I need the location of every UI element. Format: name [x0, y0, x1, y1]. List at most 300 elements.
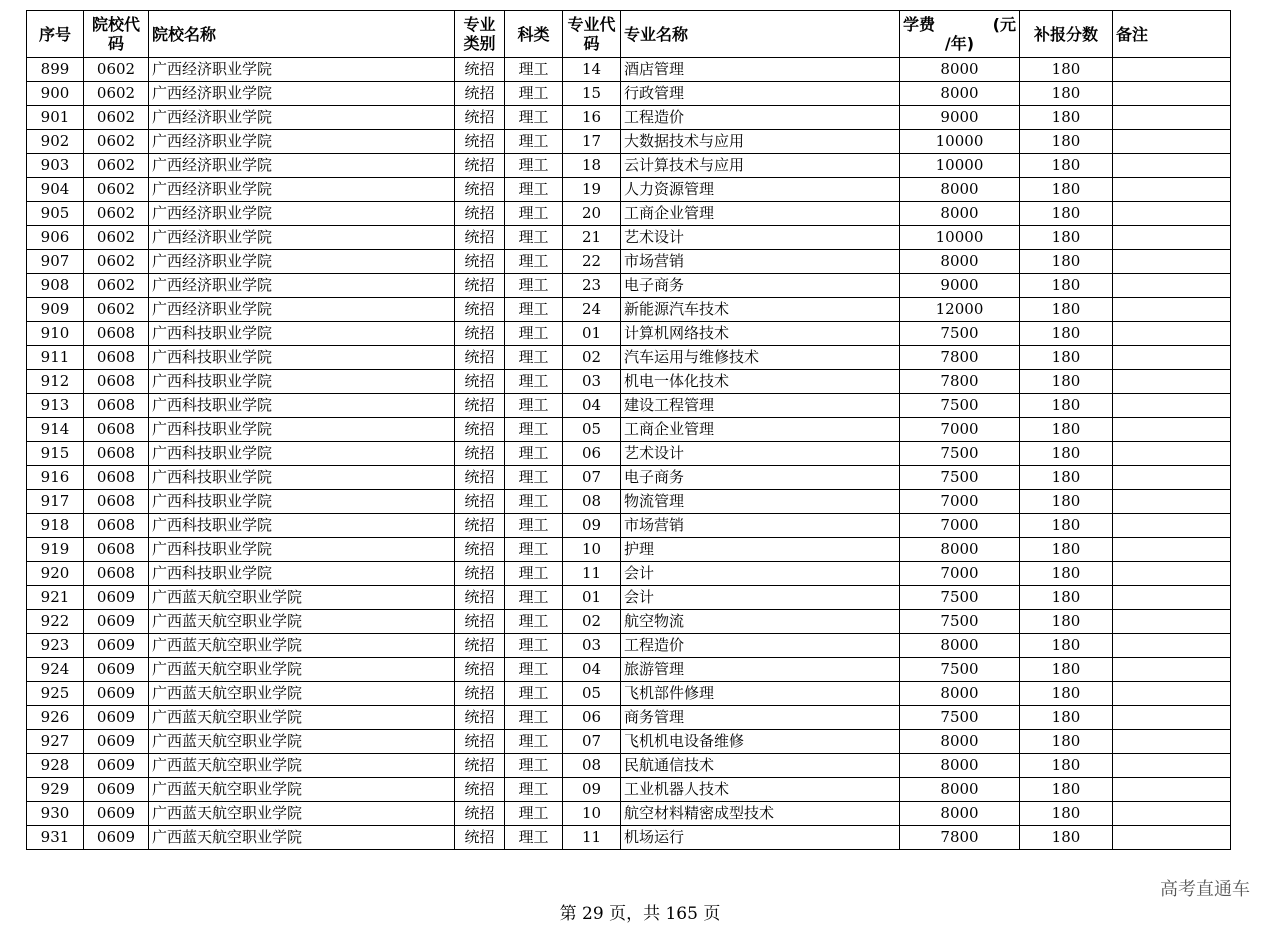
cell-school-code: 0608: [84, 346, 149, 370]
cell-school-name: 广西蓝天航空职业学院: [149, 826, 455, 850]
cell-school-code: 0609: [84, 586, 149, 610]
cell-subject: 理工: [505, 514, 563, 538]
cell-subject: 理工: [505, 370, 563, 394]
header-seq: 序号: [27, 11, 84, 58]
cell-major-category: 统招: [455, 466, 505, 490]
cell-school-name: 广西经济职业学院: [149, 130, 455, 154]
cell-subject: 理工: [505, 562, 563, 586]
cell-score: 180: [1020, 202, 1113, 226]
cell-major-name: 飞机机电设备维修: [621, 730, 900, 754]
cell-major-name: 电子商务: [621, 466, 900, 490]
table-row: [27, 730, 1231, 754]
cell-major-code: 11: [563, 826, 621, 850]
cell-school-name: 广西蓝天航空职业学院: [149, 754, 455, 778]
cell-school-name: 广西科技职业学院: [149, 466, 455, 490]
cell-note: [1113, 442, 1231, 466]
cell-school-code: 0609: [84, 634, 149, 658]
header-subject: 科类: [505, 11, 563, 58]
cell-note: [1113, 274, 1231, 298]
cell-note: [1113, 346, 1231, 370]
cell-tuition: 8000: [900, 538, 1020, 562]
cell-tuition: 8000: [900, 178, 1020, 202]
cell-subject: 理工: [505, 394, 563, 418]
cell-major-code: 06: [563, 442, 621, 466]
cell-major-code: 05: [563, 418, 621, 442]
cell-major-code: 22: [563, 250, 621, 274]
cell-school-name: 广西科技职业学院: [149, 514, 455, 538]
cell-school-code: 0608: [84, 418, 149, 442]
cell-major-code: 10: [563, 802, 621, 826]
cell-school-code: 0602: [84, 226, 149, 250]
cell-school-code: 0609: [84, 778, 149, 802]
table-row: [27, 802, 1231, 826]
cell-school-code: 0608: [84, 514, 149, 538]
cell-school-code: 0609: [84, 658, 149, 682]
cell-major-name: 机电一体化技术: [621, 370, 900, 394]
cell-note: [1113, 226, 1231, 250]
cell-seq: 930: [27, 802, 84, 826]
cell-note: [1113, 466, 1231, 490]
cell-tuition: 7000: [900, 562, 1020, 586]
table-row: [27, 706, 1231, 730]
cell-major-name: 护理: [621, 538, 900, 562]
cell-school-name: 广西经济职业学院: [149, 202, 455, 226]
cell-tuition: 7800: [900, 346, 1020, 370]
cell-major-code: 16: [563, 106, 621, 130]
cell-score: 180: [1020, 418, 1113, 442]
cell-note: [1113, 778, 1231, 802]
cell-note: [1113, 154, 1231, 178]
cell-subject: 理工: [505, 538, 563, 562]
cell-note: [1113, 394, 1231, 418]
cell-school-name: 广西经济职业学院: [149, 274, 455, 298]
cell-major-category: 统招: [455, 514, 505, 538]
cell-subject: 理工: [505, 658, 563, 682]
cell-major-code: 02: [563, 346, 621, 370]
cell-school-code: 0609: [84, 802, 149, 826]
cell-tuition: 7000: [900, 418, 1020, 442]
cell-major-category: 统招: [455, 178, 505, 202]
cell-note: [1113, 658, 1231, 682]
cell-major-category: 统招: [455, 634, 505, 658]
cell-major-category: 统招: [455, 346, 505, 370]
cell-school-name: 广西蓝天航空职业学院: [149, 706, 455, 730]
cell-major-name: 计算机网络技术: [621, 322, 900, 346]
cell-school-code: 0608: [84, 490, 149, 514]
cell-school-name: 广西科技职业学院: [149, 442, 455, 466]
cell-tuition: 10000: [900, 154, 1020, 178]
cell-seq: 914: [27, 418, 84, 442]
cell-seq: 925: [27, 682, 84, 706]
cell-major-category: 统招: [455, 394, 505, 418]
cell-school-name: 广西经济职业学院: [149, 178, 455, 202]
cell-score: 180: [1020, 778, 1113, 802]
cell-note: [1113, 178, 1231, 202]
cell-major-name: 工业机器人技术: [621, 778, 900, 802]
cell-subject: 理工: [505, 730, 563, 754]
cell-major-code: 17: [563, 130, 621, 154]
cell-note: [1113, 130, 1231, 154]
cell-major-code: 18: [563, 154, 621, 178]
cell-major-code: 21: [563, 226, 621, 250]
cell-subject: 理工: [505, 466, 563, 490]
cell-tuition: 8000: [900, 202, 1020, 226]
cell-note: [1113, 706, 1231, 730]
cell-tuition: 8000: [900, 754, 1020, 778]
cell-subject: 理工: [505, 706, 563, 730]
admissions-table: [26, 10, 1231, 850]
cell-note: [1113, 322, 1231, 346]
header-school-name: 院校名称: [149, 11, 455, 58]
cell-major-name: 汽车运用与维修技术: [621, 346, 900, 370]
cell-school-code: 0602: [84, 202, 149, 226]
cell-score: 180: [1020, 250, 1113, 274]
cell-subject: 理工: [505, 418, 563, 442]
cell-tuition: 7000: [900, 490, 1020, 514]
header-tuition-label: 学费: [903, 15, 936, 34]
cell-subject: 理工: [505, 802, 563, 826]
cell-school-name: 广西蓝天航空职业学院: [149, 658, 455, 682]
cell-school-code: 0608: [84, 370, 149, 394]
cell-major-category: 统招: [455, 106, 505, 130]
cell-note: [1113, 610, 1231, 634]
cell-major-code: 15: [563, 82, 621, 106]
cell-seq: 899: [27, 58, 84, 82]
cell-school-code: 0609: [84, 610, 149, 634]
table-row: [27, 106, 1231, 130]
cell-tuition: 7800: [900, 370, 1020, 394]
cell-score: 180: [1020, 682, 1113, 706]
table-row: [27, 682, 1231, 706]
cell-seq: 911: [27, 346, 84, 370]
cell-note: [1113, 106, 1231, 130]
table-row: [27, 418, 1231, 442]
cell-major-code: 05: [563, 682, 621, 706]
table-row: [27, 466, 1231, 490]
table-row: [27, 178, 1231, 202]
header-tuition-unit-a: (元: [992, 15, 1016, 34]
cell-school-name: 广西科技职业学院: [149, 322, 455, 346]
cell-subject: 理工: [505, 490, 563, 514]
cell-major-category: 统招: [455, 658, 505, 682]
cell-score: 180: [1020, 226, 1113, 250]
cell-school-name: 广西经济职业学院: [149, 250, 455, 274]
cell-major-category: 统招: [455, 706, 505, 730]
cell-note: [1113, 370, 1231, 394]
cell-score: 180: [1020, 562, 1113, 586]
table-row: [27, 562, 1231, 586]
table-row: [27, 586, 1231, 610]
cell-major-name: 工商企业管理: [621, 202, 900, 226]
cell-school-name: 广西蓝天航空职业学院: [149, 730, 455, 754]
cell-score: 180: [1020, 730, 1113, 754]
cell-subject: 理工: [505, 634, 563, 658]
cell-major-name: 旅游管理: [621, 658, 900, 682]
cell-tuition: 7800: [900, 826, 1020, 850]
cell-major-category: 统招: [455, 586, 505, 610]
cell-subject: 理工: [505, 754, 563, 778]
cell-tuition: 7500: [900, 466, 1020, 490]
cell-seq: 926: [27, 706, 84, 730]
table-row: [27, 82, 1231, 106]
cell-major-category: 统招: [455, 442, 505, 466]
cell-score: 180: [1020, 322, 1113, 346]
cell-score: 180: [1020, 442, 1113, 466]
cell-school-code: 0602: [84, 178, 149, 202]
cell-subject: 理工: [505, 346, 563, 370]
cell-school-name: 广西经济职业学院: [149, 106, 455, 130]
cell-score: 180: [1020, 658, 1113, 682]
cell-major-name: 会计: [621, 562, 900, 586]
cell-tuition: 7500: [900, 322, 1020, 346]
cell-tuition: 7500: [900, 658, 1020, 682]
cell-seq: 920: [27, 562, 84, 586]
cell-score: 180: [1020, 82, 1113, 106]
cell-tuition: 8000: [900, 250, 1020, 274]
cell-school-code: 0609: [84, 682, 149, 706]
cell-major-code: 04: [563, 658, 621, 682]
cell-major-name: 建设工程管理: [621, 394, 900, 418]
cell-school-name: 广西蓝天航空职业学院: [149, 586, 455, 610]
cell-note: [1113, 58, 1231, 82]
cell-seq: 919: [27, 538, 84, 562]
cell-major-name: 市场营销: [621, 250, 900, 274]
cell-subject: 理工: [505, 226, 563, 250]
table-row: [27, 346, 1231, 370]
cell-major-code: 01: [563, 322, 621, 346]
header-major-code: 专业代码: [563, 11, 621, 58]
table-row: [27, 250, 1231, 274]
cell-major-category: 统招: [455, 490, 505, 514]
cell-seq: 910: [27, 322, 84, 346]
table-row: [27, 442, 1231, 466]
cell-major-code: 10: [563, 538, 621, 562]
cell-major-category: 统招: [455, 538, 505, 562]
cell-school-name: 广西科技职业学院: [149, 394, 455, 418]
cell-school-code: 0608: [84, 442, 149, 466]
cell-tuition: 10000: [900, 226, 1020, 250]
table-row: [27, 298, 1231, 322]
table-row: [27, 226, 1231, 250]
table-row: [27, 370, 1231, 394]
cell-seq: 902: [27, 130, 84, 154]
table-row: [27, 514, 1231, 538]
cell-seq: 918: [27, 514, 84, 538]
cell-subject: 理工: [505, 778, 563, 802]
cell-tuition: 12000: [900, 298, 1020, 322]
cell-subject: 理工: [505, 322, 563, 346]
cell-note: [1113, 202, 1231, 226]
cell-major-code: 04: [563, 394, 621, 418]
cell-school-name: 广西经济职业学院: [149, 82, 455, 106]
header-major-category: 专业类别: [455, 11, 505, 58]
cell-major-name: 艺术设计: [621, 226, 900, 250]
cell-major-code: 19: [563, 178, 621, 202]
cell-school-name: 广西蓝天航空职业学院: [149, 634, 455, 658]
cell-school-code: 0608: [84, 538, 149, 562]
cell-major-name: 商务管理: [621, 706, 900, 730]
header-major-name: 专业名称: [621, 11, 900, 58]
cell-school-code: 0602: [84, 250, 149, 274]
cell-major-name: 工程造价: [621, 106, 900, 130]
cell-tuition: 7500: [900, 394, 1020, 418]
cell-school-code: 0609: [84, 706, 149, 730]
table-row: [27, 754, 1231, 778]
cell-subject: 理工: [505, 202, 563, 226]
cell-score: 180: [1020, 514, 1113, 538]
cell-major-code: 09: [563, 778, 621, 802]
cell-seq: 928: [27, 754, 84, 778]
header-school-code: 院校代码: [84, 11, 149, 58]
cell-tuition: 8000: [900, 778, 1020, 802]
cell-major-name: 会计: [621, 586, 900, 610]
table-row: [27, 658, 1231, 682]
table-row: [27, 826, 1231, 850]
cell-subject: 理工: [505, 154, 563, 178]
cell-seq: 931: [27, 826, 84, 850]
cell-major-category: 统招: [455, 58, 505, 82]
cell-seq: 909: [27, 298, 84, 322]
cell-school-code: 0609: [84, 730, 149, 754]
cell-major-code: 20: [563, 202, 621, 226]
cell-major-code: 02: [563, 610, 621, 634]
cell-note: [1113, 730, 1231, 754]
cell-major-category: 统招: [455, 154, 505, 178]
cell-seq: 904: [27, 178, 84, 202]
cell-major-name: 工程造价: [621, 634, 900, 658]
cell-major-code: 01: [563, 586, 621, 610]
header-score: 补报分数: [1020, 11, 1113, 58]
cell-seq: 905: [27, 202, 84, 226]
cell-major-category: 统招: [455, 778, 505, 802]
cell-subject: 理工: [505, 298, 563, 322]
cell-school-name: 广西科技职业学院: [149, 370, 455, 394]
cell-seq: 922: [27, 610, 84, 634]
cell-major-name: 云计算技术与应用: [621, 154, 900, 178]
cell-school-name: 广西经济职业学院: [149, 298, 455, 322]
table-row: [27, 154, 1231, 178]
cell-tuition: 9000: [900, 106, 1020, 130]
cell-major-category: 统招: [455, 682, 505, 706]
cell-school-name: 广西蓝天航空职业学院: [149, 610, 455, 634]
cell-major-category: 统招: [455, 298, 505, 322]
cell-seq: 929: [27, 778, 84, 802]
cell-major-name: 航空物流: [621, 610, 900, 634]
watermark: 高考直通车: [1160, 879, 1250, 900]
cell-tuition: 8000: [900, 730, 1020, 754]
cell-tuition: 8000: [900, 802, 1020, 826]
cell-major-category: 统招: [455, 130, 505, 154]
table-row: [27, 58, 1231, 82]
cell-major-name: 物流管理: [621, 490, 900, 514]
cell-seq: 901: [27, 106, 84, 130]
cell-score: 180: [1020, 610, 1113, 634]
cell-score: 180: [1020, 370, 1113, 394]
cell-score: 180: [1020, 346, 1113, 370]
cell-seq: 900: [27, 82, 84, 106]
cell-school-name: 广西经济职业学院: [149, 226, 455, 250]
table-row: [27, 610, 1231, 634]
cell-note: [1113, 298, 1231, 322]
cell-major-code: 23: [563, 274, 621, 298]
cell-school-code: 0602: [84, 274, 149, 298]
table-row: [27, 274, 1231, 298]
cell-major-category: 统招: [455, 322, 505, 346]
cell-score: 180: [1020, 298, 1113, 322]
cell-subject: 理工: [505, 586, 563, 610]
cell-school-name: 广西科技职业学院: [149, 562, 455, 586]
cell-note: [1113, 514, 1231, 538]
cell-school-name: 广西蓝天航空职业学院: [149, 802, 455, 826]
cell-subject: 理工: [505, 610, 563, 634]
cell-seq: 917: [27, 490, 84, 514]
cell-note: [1113, 754, 1231, 778]
cell-note: [1113, 562, 1231, 586]
cell-school-code: 0608: [84, 562, 149, 586]
cell-school-code: 0602: [84, 82, 149, 106]
cell-major-code: 11: [563, 562, 621, 586]
cell-school-name: 广西科技职业学院: [149, 538, 455, 562]
cell-major-name: 艺术设计: [621, 442, 900, 466]
cell-subject: 理工: [505, 274, 563, 298]
cell-score: 180: [1020, 154, 1113, 178]
cell-major-category: 统招: [455, 802, 505, 826]
cell-major-name: 行政管理: [621, 82, 900, 106]
cell-note: [1113, 634, 1231, 658]
cell-subject: 理工: [505, 826, 563, 850]
cell-seq: 907: [27, 250, 84, 274]
cell-subject: 理工: [505, 682, 563, 706]
cell-major-name: 民航通信技术: [621, 754, 900, 778]
cell-note: [1113, 586, 1231, 610]
cell-major-name: 工商企业管理: [621, 418, 900, 442]
cell-tuition: 7500: [900, 586, 1020, 610]
cell-note: [1113, 802, 1231, 826]
table-row: [27, 778, 1231, 802]
table-row: [27, 490, 1231, 514]
cell-school-name: 广西经济职业学院: [149, 58, 455, 82]
cell-tuition: 7000: [900, 514, 1020, 538]
cell-score: 180: [1020, 106, 1113, 130]
cell-major-code: 24: [563, 298, 621, 322]
cell-subject: 理工: [505, 250, 563, 274]
cell-seq: 924: [27, 658, 84, 682]
cell-school-code: 0608: [84, 394, 149, 418]
cell-subject: 理工: [505, 130, 563, 154]
cell-school-code: 0608: [84, 322, 149, 346]
cell-major-category: 统招: [455, 754, 505, 778]
cell-major-name: 市场营销: [621, 514, 900, 538]
cell-score: 180: [1020, 274, 1113, 298]
cell-major-category: 统招: [455, 202, 505, 226]
cell-score: 180: [1020, 130, 1113, 154]
cell-major-category: 统招: [455, 370, 505, 394]
cell-school-code: 0602: [84, 58, 149, 82]
cell-seq: 916: [27, 466, 84, 490]
cell-tuition: 10000: [900, 130, 1020, 154]
cell-note: [1113, 682, 1231, 706]
cell-score: 180: [1020, 538, 1113, 562]
table-body: [27, 58, 1231, 850]
cell-major-category: 统招: [455, 418, 505, 442]
table-row: [27, 322, 1231, 346]
cell-major-code: 14: [563, 58, 621, 82]
cell-seq: 906: [27, 226, 84, 250]
cell-school-name: 广西科技职业学院: [149, 490, 455, 514]
cell-note: [1113, 826, 1231, 850]
cell-school-code: 0608: [84, 466, 149, 490]
cell-score: 180: [1020, 394, 1113, 418]
